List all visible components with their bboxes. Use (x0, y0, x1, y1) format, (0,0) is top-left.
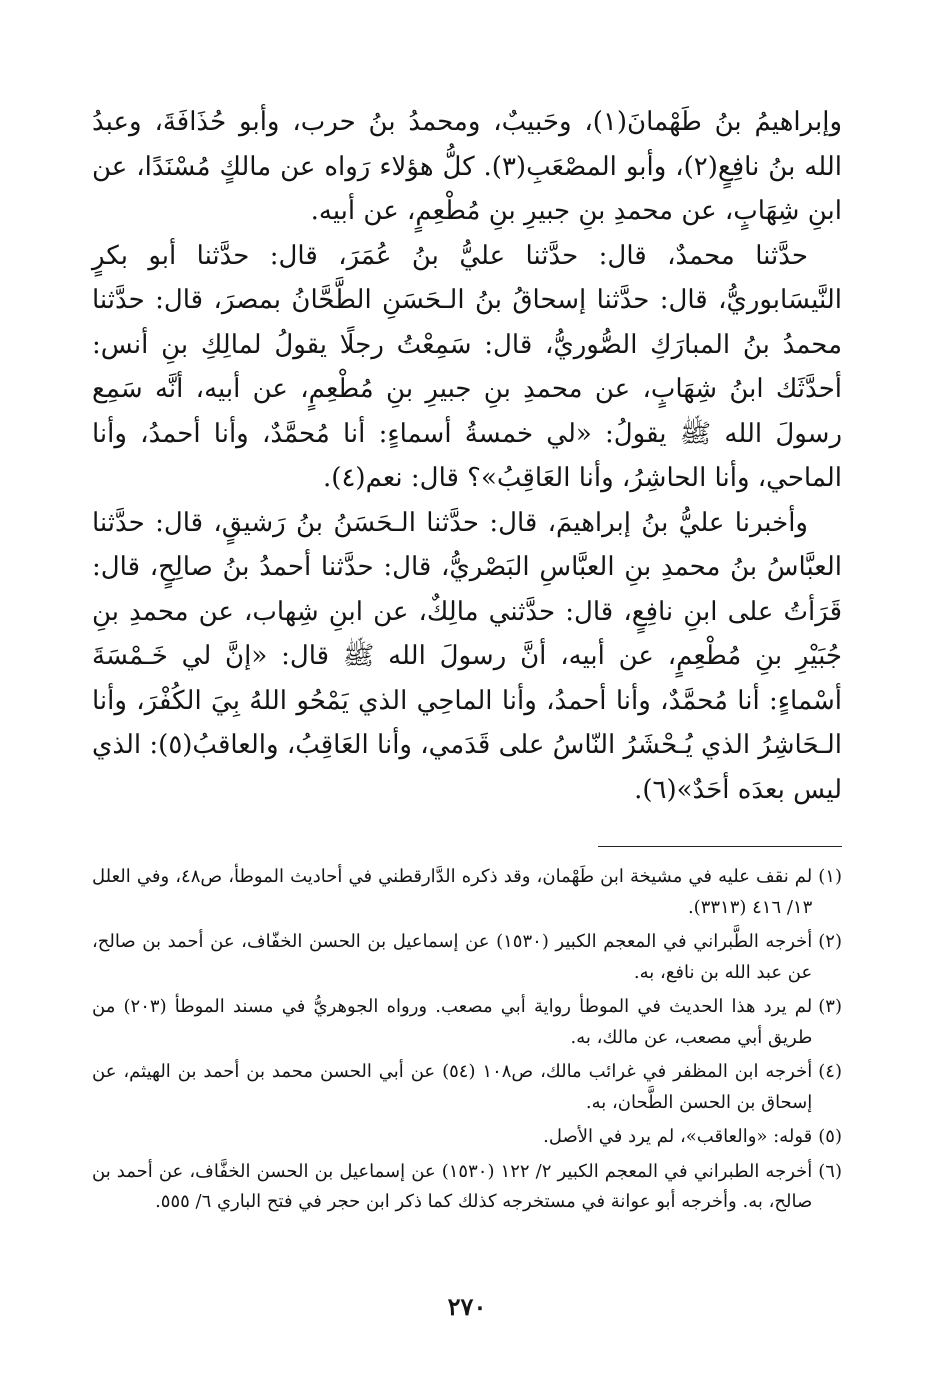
footnote-text: لم نقف عليه في مشيخة ابن طَهْمان، وقد ذكره الدَّارقطني في أحاديث الموطأ، ص٤٨، وفي العلل ١٣/ ٤١٦ (٣٣١٣). (92, 866, 813, 918)
paragraph-1: وإبراهيمُ بنُ طَهْمانَ(١)، وحَبيبٌ، ومحمدُ بنُ حرب، وأبو حُذَافَةَ، وعبدُ الله بنُ نافِعٍ(٢)، وأبو المصْعَبِ(٣). كلُّ هؤلاء رَواه عن مالكٍ مُسْنَدًا، عن ابنِ شِهَابٍ، عن محمدِ بنِ جبيرِ بنِ مُطْعِمٍ، عن أبيه. (92, 107, 842, 226)
footnote-text: أخرجه الطبراني في المعجم الكبير ٢/ ١٢٢ (١٥٣٠) عن إسماعيل بن الحسن الخفَّاف، عن أحمد بن صالح، به. وأخرجه أبو عوانة في مستخرجه كذلك كما ذكر ابن حجر في فتح الباري ٦/ ٥٥٥. (92, 1160, 813, 1212)
footnote-text: أخرجه الطَّبراني في المعجم الكبير (١٥٣٠) عن إسماعيل بن الحسن الخفّاف، عن أحمد بن صالح، عن عبد الله بن نافع، به. (92, 931, 813, 983)
paragraph-2: حدَّثنا محمدٌ، قال: حدَّثنا عليُّ بنُ عُمَرَ، قال: حدَّثنا أبو بكرٍ النَّيسَابوريُّ، قال: حدَّثنا إسحاقُ بنُ الـحَسَنِ الطَّحَّانُ بمصرَ، قال: حدَّثنا محمدُ بنُ المبارَكِ الصُّوريُّ، قال: سَمِعْتُ رجلًا يقولُ لمالِكِ بنِ أنس: أحدَّثَك ابنُ شِهَابٍ، عن محمدِ بنِ جبيرِ بنِ مُطْعِمٍ، عن أبيه، أنَّه سَمِع رسولَ الله ﷺ يقولُ: «لي خمسةُ أسماءٍ: أنا مُحمَّدٌ، وأنا أحمدُ، وأنا الماحي، وأنا الحاشِرُ، وأنا العَاقِبُ»؟ قال: نعم(٤). (92, 240, 842, 493)
footnote-6 (92, 1157, 842, 1218)
footnote-number: (١) (818, 866, 842, 887)
footnote-3 (92, 992, 842, 1053)
footnote-text: لم يرد هذا الحديث في الموطأ رواية أبي مصعب. ورواه الجوهريُّ في مسند الموطأ (٢٠٣) من طريق أبي مصعب، عن مالك، به. (92, 996, 813, 1048)
footnote-number: (٤) (818, 1061, 842, 1082)
footnote-2 (92, 927, 842, 988)
footnote-text: قوله: «والعاقب»، لم يرد في الأصل. (543, 1126, 813, 1147)
footnote-number: (٥) (818, 1126, 842, 1147)
footnote-separator (598, 846, 842, 847)
footnote-1 (92, 862, 842, 923)
footnote-5 (92, 1122, 842, 1153)
page-number: ٢٧٠ (447, 1292, 487, 1321)
footnotes (92, 862, 842, 1222)
footnote-text: أخرجه ابن المظفر في غرائب مالك، ص١٠٨ (٥٤) عن أبي الحسن محمد بن أحمد بن الهيثم، عن إسحاق بن الحسن الطَّحان، به. (92, 1061, 813, 1113)
footnote-number: (٢) (818, 931, 842, 952)
footnote-number: (٣) (818, 996, 842, 1017)
main-text (92, 100, 842, 812)
footnote-4 (92, 1057, 842, 1118)
footnote-number: (٦) (818, 1160, 842, 1182)
paragraph-3: وأخبرنا عليُّ بنُ إبراهيمَ، قال: حدَّثنا الـحَسَنُ بنُ رَشيقٍ، قال: حدَّثنا العبَّاسُ بنُ محمدِ بنِ العبَّاسِ البَصْريُّ، قال: حدَّثنا أحمدُ بنُ صالِحٍ، قال: قَرَأتُ على ابنِ نافِعٍ، قال: حدَّثني مالِكٌ، عن ابنِ شِهاب، عن محمدِ بنِ جُبَيْرِ بنِ مُطْعِمٍ، عن أبيه، أنَّ رسولَ الله ﷺ قال: «إنَّ لي خَـمْسَةَ أسْماءٍ: أنا مُحمَّدٌ، وأنا أحمدُ، وأنا الماحِي الذي يَمْحُو اللهُ بِيَ الكُفْرَ، وأنا الـحَاشِرُ الذي يُـحْشَرُ النّاسُ على قَدَمي، وأنا العَاقِبُ، والعاقبُ(٥): الذي ليس بعدَه أحَدٌ»(٦). (92, 507, 842, 805)
